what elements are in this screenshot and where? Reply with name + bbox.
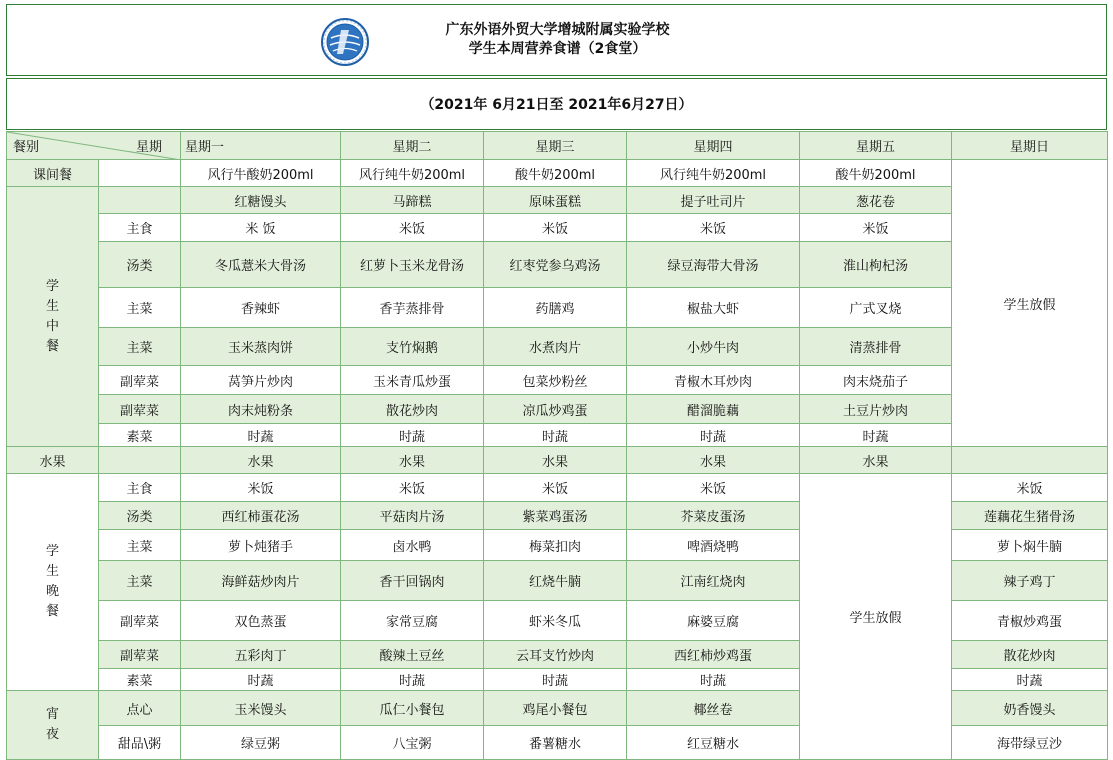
lunch-item: 马蹄糕 [341,187,484,214]
dinner-category: 主菜 [99,530,181,561]
title-block [337,21,778,59]
dinner-item: 香干回锅肉 [341,561,484,601]
lunch-item: 时蔬 [484,424,627,447]
header-row [7,132,1108,160]
night-item: 八宝粥 [341,726,484,760]
lunch-item: 凉瓜炒鸡蛋 [484,395,627,424]
snack-cat [99,160,181,187]
lunch-item: 红枣党参乌鸡汤 [484,242,627,288]
snack-item: 风行牛酸奶200ml [181,160,341,187]
dinner-item: 米饭 [341,474,484,502]
dinner-item: 时蔬 [627,669,800,691]
night-sunday-item: 奶香馒头 [952,691,1108,726]
lunch-item: 时蔬 [341,424,484,447]
dinner-item: 时蔬 [181,669,341,691]
day-header-sun: 星期日 [952,132,1108,160]
dinner-category: 副荤菜 [99,641,181,669]
lunch-category: 副荤菜 [99,366,181,395]
snack-row [7,160,1108,187]
dinner-item: 西红柿炒鸡蛋 [627,641,800,669]
dinner-item: 家常豆腐 [341,601,484,641]
lunch-item: 清蒸排骨 [800,328,952,366]
lunch-item: 青椒木耳炒肉 [627,366,800,395]
lunch-item: 椒盐大虾 [627,288,800,328]
dinner-item: 麻婆豆腐 [627,601,800,641]
lunch-row-4 [7,328,1108,366]
dinner-item: 时蔬 [341,669,484,691]
dinner-category: 主食 [99,474,181,502]
lunch-category: 主菜 [99,328,181,366]
dinner-item: 梅菜扣肉 [484,530,627,561]
night-item: 玉米馒头 [181,691,341,726]
lunch-item: 水煮肉片 [484,328,627,366]
dinner-sunday-item: 散花炒肉 [952,641,1108,669]
lunch-item: 小炒牛肉 [627,328,800,366]
menu-table [6,131,1108,760]
dinner-item: 红烧牛腩 [484,561,627,601]
day-header-mon: 星期一 [181,132,341,160]
dinner-item: 海鲜菇炒肉片 [181,561,341,601]
dinner-item: 米饭 [181,474,341,502]
lunch-row-1 [7,214,1108,242]
night-item: 鸡尾小餐包 [484,691,627,726]
lunch-item: 时蔬 [181,424,341,447]
lunch-item: 肉末烧茄子 [800,366,952,395]
dinner-category: 副荤菜 [99,601,181,641]
dinner-item: 酸辣土豆丝 [341,641,484,669]
lunch-item: 冬瓜薏米大骨汤 [181,242,341,288]
dinner-item: 时蔬 [484,669,627,691]
snack-item: 酸牛奶200ml [484,160,627,187]
dinner-sunday-item: 米饭 [952,474,1108,502]
title-banner [6,4,1107,76]
corner-meal-label: 餐别 [13,140,40,155]
day-header-thu: 星期四 [627,132,800,160]
dinner-sunday-item: 辣子鸡丁 [952,561,1108,601]
lunch-item: 时蔬 [627,424,800,447]
lunch-item: 绿豆海带大骨汤 [627,242,800,288]
lunch-item: 米饭 [627,214,800,242]
dinner-sunday-item: 青椒炒鸡蛋 [952,601,1108,641]
lunch-item: 玉米蒸肉饼 [181,328,341,366]
lunch-item: 红萝卜玉米龙骨汤 [341,242,484,288]
lunch-category: 素菜 [99,424,181,447]
lunch-item: 米饭 [800,214,952,242]
day-header-wed: 星期三 [484,132,627,160]
fruit-item: 水果 [341,447,484,474]
night-category: 甜品\粥 [99,726,181,760]
fruit-label: 水果 [7,447,99,474]
day-header-tue: 星期二 [341,132,484,160]
lunch-label: 学生中餐 [7,187,99,447]
fruit-item: 水果 [484,447,627,474]
lunch-category: 主食 [99,214,181,242]
lunch-item: 香芋蒸排骨 [341,288,484,328]
dinner-item: 双色蒸蛋 [181,601,341,641]
night-item: 瓜仁小餐包 [341,691,484,726]
night-label: 宵夜 [7,691,99,760]
school-logo-icon [321,18,369,66]
dinner-item: 紫菜鸡蛋汤 [484,502,627,530]
lunch-category: 主菜 [99,288,181,328]
dinner-label: 学生晚餐 [7,474,99,691]
lunch-row-7 [7,424,1108,447]
lunch-row-3 [7,288,1108,328]
night-item: 绿豆粥 [181,726,341,760]
date-range: （2021年 6月21日至 2021年6月27日） [6,78,1107,130]
lunch-item: 支竹焖鹅 [341,328,484,366]
lunch-item: 土豆片炒肉 [800,395,952,424]
fruit-item: 水果 [800,447,952,474]
lunch-item: 米饭 [484,214,627,242]
dinner-sunday-item: 莲藕花生猪骨汤 [952,502,1108,530]
lunch-item: 包菜炒粉丝 [484,366,627,395]
lunch-category: 副荤菜 [99,395,181,424]
lunch-item: 葱花卷 [800,187,952,214]
fruit-row [7,447,1108,474]
lunch-row-0 [7,187,1108,214]
lunch-row-2 [7,242,1108,288]
dinner-sunday-item: 萝卜焖牛腩 [952,530,1108,561]
dinner-row-0 [7,474,1108,502]
dinner-sunday-item: 时蔬 [952,669,1108,691]
dinner-item: 芥菜皮蛋汤 [627,502,800,530]
lunch-item: 时蔬 [800,424,952,447]
corner-cell [7,132,181,160]
lunch-sunday-cell: 学生放假 [952,160,1108,447]
lunch-category: 汤类 [99,242,181,288]
dinner-item: 虾米冬瓜 [484,601,627,641]
fruit-item: 水果 [627,447,800,474]
dinner-category: 汤类 [99,502,181,530]
lunch-item: 米 饭 [181,214,341,242]
dinner-friday-cell: 学生放假 [800,474,952,760]
school-name: 广东外语外贸大学增城附属实验学校 [445,22,670,38]
corner-week-label: 星期 [135,140,162,155]
dinner-item: 萝卜炖猪手 [181,530,341,561]
snack-item: 风行纯牛奶200ml [627,160,800,187]
lunch-item: 醋溜脆藕 [627,395,800,424]
night-item: 红豆糖水 [627,726,800,760]
dinner-item: 啤酒烧鸭 [627,530,800,561]
dinner-category: 主菜 [99,561,181,601]
dinner-item: 云耳支竹炒肉 [484,641,627,669]
dinner-item: 平菇肉片汤 [341,502,484,530]
night-item: 椰丝卷 [627,691,800,726]
lunch-item: 米饭 [341,214,484,242]
lunch-cat [99,187,181,214]
fruit-sunday [952,447,1108,474]
dinner-item: 米饭 [627,474,800,502]
menu-subtitle: 学生本周营养食谱（2食堂） [468,41,647,57]
dinner-category: 素菜 [99,669,181,691]
lunch-item: 淮山枸杞汤 [800,242,952,288]
lunch-item: 香辣虾 [181,288,341,328]
dinner-item: 米饭 [484,474,627,502]
night-category: 点心 [99,691,181,726]
lunch-item: 原味蛋糕 [484,187,627,214]
dinner-item: 五彩肉丁 [181,641,341,669]
snack-item: 风行纯牛奶200ml [341,160,484,187]
dinner-item: 西红柿蛋花汤 [181,502,341,530]
lunch-row-6 [7,395,1108,424]
lunch-item: 广式叉烧 [800,288,952,328]
lunch-item: 散花炒肉 [341,395,484,424]
dinner-item: 江南红烧肉 [627,561,800,601]
fruit-item: 水果 [181,447,341,474]
lunch-item: 药膳鸡 [484,288,627,328]
night-sunday-item: 海带绿豆沙 [952,726,1108,760]
snack-item: 酸牛奶200ml [800,160,952,187]
lunch-item: 莴笋片炒肉 [181,366,341,395]
dinner-item: 卤水鸭 [341,530,484,561]
lunch-item: 玉米青瓜炒蛋 [341,366,484,395]
lunch-item: 红糖馒头 [181,187,341,214]
lunch-item: 肉末炖粉条 [181,395,341,424]
night-item: 番薯糖水 [484,726,627,760]
fruit-cat [99,447,181,474]
lunch-row-5 [7,366,1108,395]
snack-label: 课间餐 [7,160,99,187]
lunch-item: 提子吐司片 [627,187,800,214]
day-header-fri: 星期五 [800,132,952,160]
